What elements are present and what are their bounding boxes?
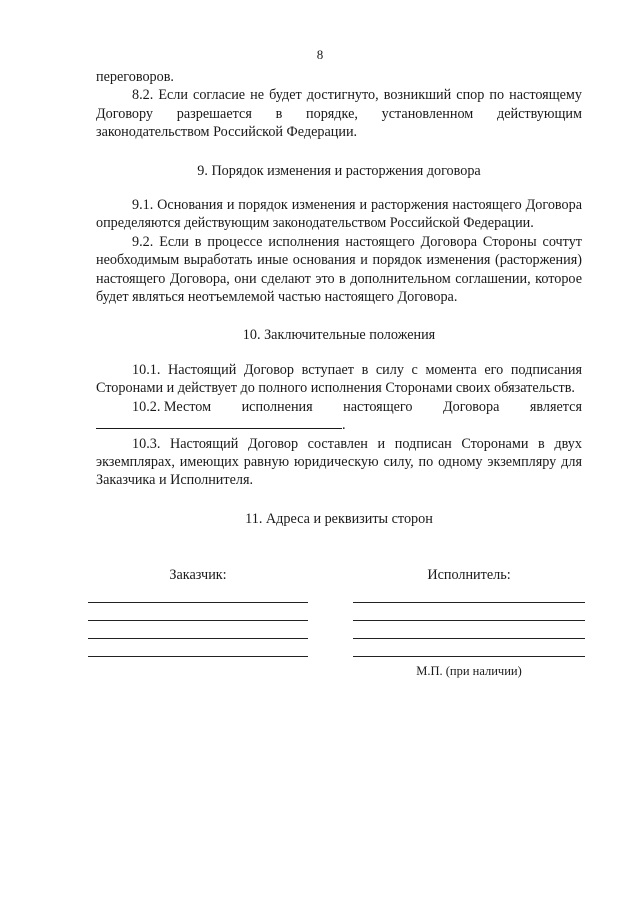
p10-2-word: настоящего (343, 398, 413, 415)
paragraph-9-2: 9.2. Если в процессе исполнения настоящего Договора Стороны сочтут необходимым выработать иные основания и порядок изменения (расторжения) настоящего Договора, они сделают это в дополнительном соглашении, которое будет являться неотъемлемой частью настоящего Договора. (96, 233, 582, 306)
paragraph-10-2 (96, 398, 582, 416)
stamp-note: М.П. (при наличии) (416, 664, 522, 679)
page-number: 8 (316, 47, 324, 62)
section8-continuation: переговоров. (96, 69, 174, 85)
section11-heading: 11. Адреса и реквизиты сторон (245, 510, 433, 527)
paragraph-10-1: 10.1. Настоящий Договор вступает в силу с момента его подписания Сторонами и действует до полного исполнения Сторонами своих обязательств. (96, 361, 582, 397)
customer-line (88, 602, 308, 603)
customer-line (88, 638, 308, 639)
section9-heading: 9. Порядок изменения и расторжения договора (197, 162, 481, 179)
p10-2-word: Договора (442, 398, 500, 415)
place-of-performance-line (96, 416, 582, 434)
customer-line (88, 620, 308, 621)
document-body (96, 68, 582, 544)
customer-label: Заказчик: (169, 567, 227, 583)
p10-2-word: 10.2. Местом (132, 398, 212, 415)
contractor-column (353, 566, 585, 681)
paragraph-8-2: 8.2. Если согласие не будет достигнуто, возникший спор по настоящему Договору разрешается в порядке, установленном действующим законодательством Российской Федерации. (96, 87, 582, 141)
signature-block (88, 566, 588, 686)
section10-heading: 10. Заключительные положения (242, 327, 436, 344)
p10-2-word: исполнения (241, 398, 313, 415)
p10-2-period: . (342, 417, 346, 434)
contractor-line (353, 638, 585, 639)
paragraph-9-1: 9.1. Основания и порядок изменения и расторжения настоящего Договора определяются действующим законодательством Российской Федерации. (96, 197, 582, 232)
contractor-line (353, 656, 585, 657)
p10-2-word: является (529, 398, 582, 415)
paragraph-10-3: 10.3. Настоящий Договор составлен и подписан Сторонами в двух экземплярах, имеющих равную юридическую силу, по одному экземпляру для Заказчика и Исполнителя. (96, 435, 582, 489)
contractor-line (353, 602, 585, 603)
place-of-performance-blank (96, 416, 342, 429)
contractor-line (353, 620, 585, 621)
contractor-label: Исполнитель: (427, 567, 511, 583)
customer-column (88, 566, 308, 674)
customer-line (88, 656, 308, 657)
